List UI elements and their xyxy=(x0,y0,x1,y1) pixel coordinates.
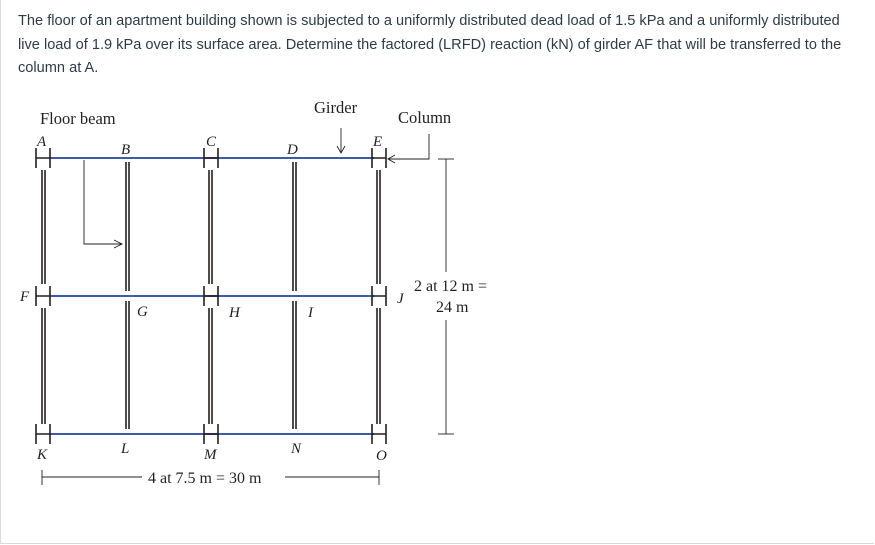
column-J xyxy=(372,286,386,306)
node-O-label: O xyxy=(376,448,387,464)
column-E xyxy=(372,148,386,168)
node-F-label: F xyxy=(20,289,30,305)
node-K-label: K xyxy=(37,447,48,463)
column-A xyxy=(36,148,50,168)
dim-vertical-line2: 24 m xyxy=(436,299,469,316)
node-N-label: N xyxy=(291,441,302,457)
node-A-label: A xyxy=(37,134,47,150)
node-B-label: B xyxy=(121,142,131,158)
dimensions xyxy=(42,159,454,485)
column-O xyxy=(372,424,386,444)
dim-vertical-line1: 2 at 12 m = xyxy=(414,278,488,295)
problem-statement: The floor of an apartment building shown is subjected to a uniformly distributed dead load of 1.5 kPa and a uniformly distributed live load of 1.9 kPa over its surface area. Determine the factored (LRFD) reaction (kN) of girder AF that will be transferred to the column at A. xyxy=(18,13,842,76)
node-L-label: L xyxy=(121,441,130,457)
node-M-label: M xyxy=(204,447,217,463)
node-J-label: J xyxy=(397,291,404,307)
node-D-label: D xyxy=(287,142,298,158)
column-K xyxy=(36,424,50,444)
girder-label: Girder xyxy=(314,98,358,117)
column-F xyxy=(36,286,50,306)
node-H-label: H xyxy=(229,305,240,321)
floor-beam-label: Floor beam xyxy=(40,109,116,128)
column-label: Column xyxy=(398,108,452,127)
column-C xyxy=(204,148,218,168)
node-E-label: E xyxy=(373,134,383,150)
floor-beam-leader xyxy=(84,160,122,244)
dim-horizontal-label: 4 at 7.5 m = 30 m xyxy=(148,470,262,487)
column-M xyxy=(204,424,218,444)
column-H xyxy=(204,286,218,306)
node-C-label: C xyxy=(206,134,217,150)
node-I-label: I xyxy=(308,305,313,321)
node-G-label: G xyxy=(137,304,148,320)
